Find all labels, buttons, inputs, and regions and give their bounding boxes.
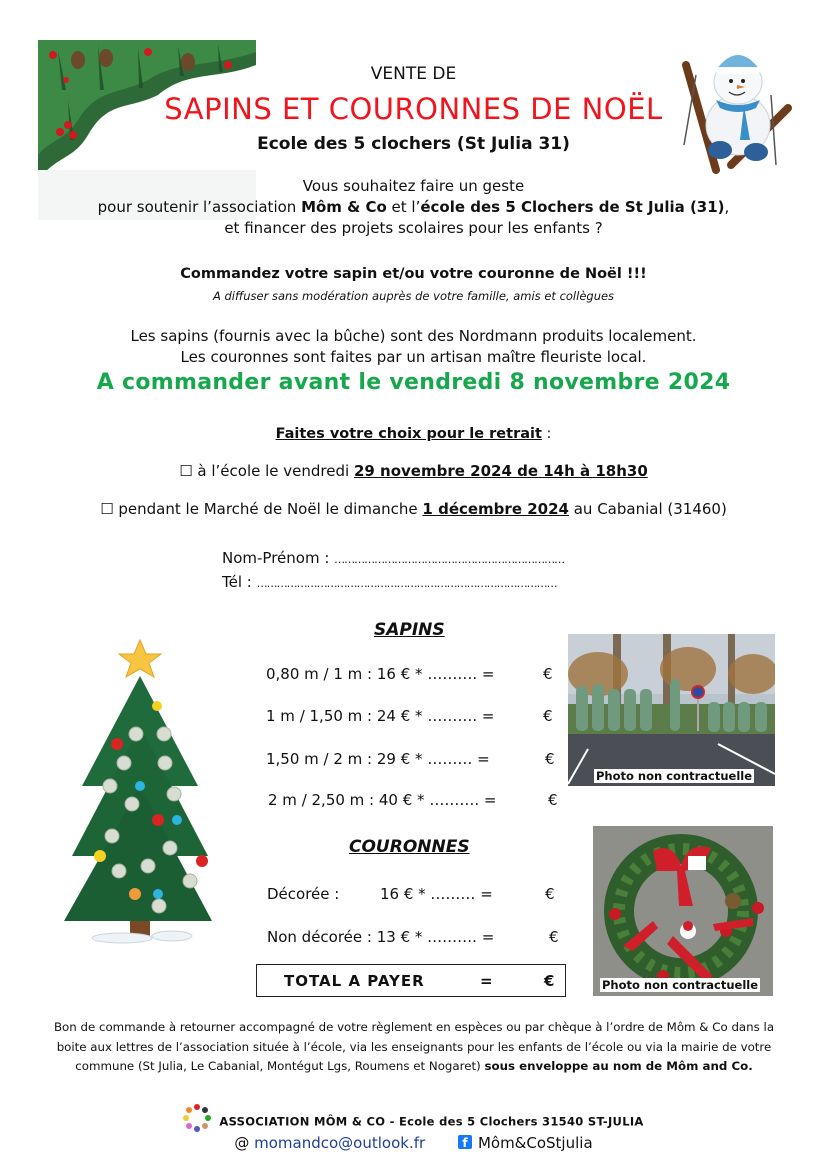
currency-symbol: €: [548, 791, 558, 809]
instructions-envelope-note: sous enveloppe au nom de Môm and Co.: [484, 1059, 753, 1073]
school-subtitle: Ecole des 5 clochers (St Julia 31): [257, 134, 570, 154]
name-field[interactable]: [222, 547, 564, 571]
total-currency[interactable]: €: [544, 972, 555, 990]
pickup-option-text: à l’école le vendredi: [192, 462, 354, 480]
currency-symbol: €: [543, 665, 553, 683]
pickup-option-school[interactable]: [0, 462, 827, 480]
customer-form: [222, 547, 564, 595]
intro-text: ,: [724, 198, 730, 216]
total-equals: =: [480, 972, 493, 990]
pickup-option-market[interactable]: [0, 500, 827, 518]
association-name: Môm & Co: [301, 198, 387, 216]
sapin-row[interactable]: 2 m / 2,50 m : 40 € * ………. =: [268, 791, 497, 809]
phone-label: Tél :: [222, 573, 257, 591]
total-label: TOTAL A PAYER: [284, 972, 425, 990]
currency-symbol: €: [549, 928, 559, 946]
pickup-title: Faites votre choix pour le retrait: [275, 426, 542, 442]
couronne-row-decorated[interactable]: [267, 885, 493, 903]
name-label: Nom-Prénom :: [222, 549, 335, 567]
pickup-option-location: au Cabanial (31460): [568, 500, 727, 518]
pickup-option-date: 29 novembre 2024 de 14h à 18h30: [353, 462, 648, 480]
order-instructions: [38, 1018, 790, 1077]
order-deadline: A commander avant le vendredi 8 novembre 2024: [96, 370, 731, 395]
title-pretitle: VENTE DE: [370, 64, 457, 84]
currency-symbol: €: [545, 750, 555, 768]
christmas-tree-image: [62, 636, 212, 946]
page-title: SAPINS ET COURONNES DE NOËL: [164, 92, 663, 126]
sapins-section-title: SAPINS: [374, 620, 445, 640]
row-price: 16 € * ……… =: [380, 885, 493, 903]
association-address: ASSOCIATION MÔM & CO - Ecole des 5 Clochers 31540 ST-JULIA: [219, 1114, 644, 1129]
name-blank[interactable]: ……………………………………………………………: [334, 553, 565, 566]
intro-text: pour soutenir l’association: [97, 198, 302, 216]
footer-contact: [0, 1134, 827, 1152]
checkbox-icon[interactable]: ☐: [100, 500, 114, 518]
product-info-wreaths: Les couronnes sont faites par un artisan maître fleuriste local.: [180, 348, 647, 366]
photo-disclaimer: Photo non contractuelle: [596, 769, 753, 783]
school-name: école des 5 Clochers de St Julia (31): [420, 198, 725, 216]
instructions-text: Bon de commande à retourner accompagné de votre règlement en espèces ou par chèque à l’ordre de Môm & Co dans la boite aux lettres de l’association située à l’école, via les enseignants pour les enfants de l’école ou via la mairie de votre commune (St Julia, Le Cabanial, Montégut Lgs, Roumens et Nogaret): [53, 1020, 775, 1073]
intro-text: et l’: [386, 198, 421, 216]
product-info-trees: Les sapins (fournis avec la bûche) sont des Nordmann produits localement.: [130, 327, 697, 345]
sapin-row[interactable]: 0,80 m / 1 m : 16 € * ………. =: [266, 665, 495, 683]
pickup-option-date: 1 décembre 2024: [422, 500, 569, 518]
intro-paragraph: [0, 176, 827, 239]
pickup-section-title: [0, 426, 827, 442]
email-link[interactable]: momandco@outlook.fr: [254, 1134, 426, 1152]
couronne-photo: [593, 826, 773, 996]
intro-line-3: et financer des projets scolaires pour les enfants ?: [224, 219, 603, 237]
order-call-to-action: Commandez votre sapin et/ou votre couronne de Noël !!!: [180, 266, 647, 282]
phone-field[interactable]: [222, 571, 564, 595]
phone-blank[interactable]: ………………………………………………………………………………: [256, 577, 557, 590]
facebook-page-link[interactable]: Môm&CoStjulia: [477, 1134, 593, 1152]
at-icon: @: [234, 1134, 250, 1152]
sapin-row[interactable]: 1,50 m / 2 m : 29 € * ……… =: [266, 750, 490, 768]
pickup-option-text: pendant le Marché de Noël le dimanche: [113, 500, 423, 518]
product-info: [0, 326, 827, 368]
intro-line-2: [0, 197, 827, 218]
currency-symbol: €: [545, 885, 555, 903]
sapins-photo: [568, 634, 775, 786]
facebook-icon[interactable]: f: [458, 1135, 472, 1149]
couronne-row-plain[interactable]: Non décorée : 13 € * ………. =: [267, 928, 495, 946]
pickup-title-colon: :: [541, 426, 552, 442]
couronnes-section-title: COURONNES: [349, 837, 470, 857]
footer-association: [0, 1112, 827, 1132]
checkbox-icon[interactable]: ☐: [179, 462, 193, 480]
currency-symbol: €: [543, 707, 553, 725]
row-label: Décorée :: [267, 885, 340, 903]
sapin-row[interactable]: 1 m / 1,50 m : 24 € * ………. =: [266, 707, 495, 725]
handprints-logo-icon: [183, 1104, 211, 1132]
share-note: A diffuser sans modération auprès de votre famille, amis et collègues: [212, 289, 615, 303]
intro-line-1: Vous souhaitez faire un geste: [302, 177, 525, 195]
photo-disclaimer: Photo non contractuelle: [602, 978, 759, 992]
